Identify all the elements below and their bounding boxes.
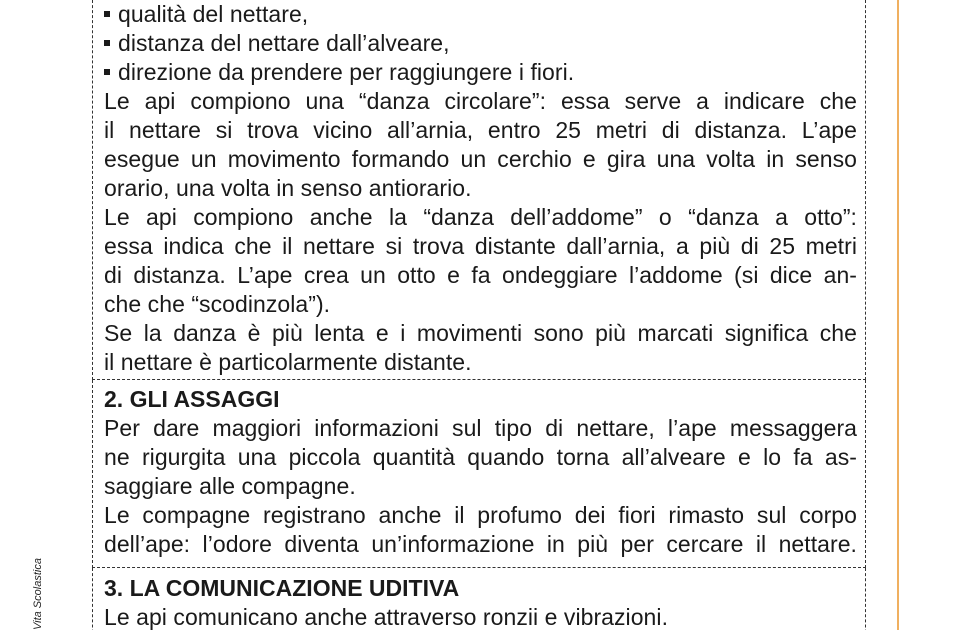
section-tastings-body: [104, 380, 857, 559]
text-line: ne rigurgita una piccola quantità quando torna all’alveare e lo fa as-: [104, 444, 857, 470]
text-line: Le api comunicano anche attraverso ronzii e vibrazioni.: [104, 604, 669, 630]
side-credit-text: Vita Scolastica: [32, 558, 44, 630]
text-line: il nettare si trova vicino all’arnia, entro 25 metri di distanza. L’ape: [104, 117, 857, 143]
text-line: Se la danza è più lenta e i movimenti sono più marcati significa che: [104, 320, 857, 346]
section-heading: 3. LA COMUNICAZIONE UDITIVA: [104, 575, 460, 601]
section-auditory-card: [92, 568, 866, 630]
text-line: saggiare alle compagne.: [104, 473, 356, 499]
bullet-item: [104, 29, 857, 58]
section-heading: 2. GLI ASSAGGI: [104, 386, 280, 412]
bullet-square-icon: [104, 11, 110, 17]
section-tastings-card: [92, 380, 866, 568]
text-line: essa indica che il nettare si trova distante dall’arnia, a più di 25 metri: [104, 233, 857, 259]
bullet-item: [104, 0, 857, 29]
text-line: orario, una volta in senso antiorario.: [104, 175, 472, 201]
margin-rule: [897, 0, 899, 630]
bullet-text: direzione da prendere per raggiungere i fiori.: [118, 59, 575, 85]
side-credit: [20, 545, 50, 630]
bullet-text: distanza del nettare dall’alveare,: [118, 30, 450, 56]
text-line: Per dare maggiori informazioni sul tipo di nettare, l’ape messaggera: [104, 415, 857, 441]
bullet-square-icon: [104, 69, 110, 75]
text-line: esegue un movimento formando un cerchio e gira una volta in senso: [104, 146, 857, 172]
text-line: Le compagne registrano anche il profumo dei fiori rimasto sul corpo: [104, 502, 857, 528]
text-line: che che “scodinzola”).: [104, 291, 331, 317]
bullet-text: qualità del nettare,: [118, 1, 309, 27]
text-line: Le api compiono una “danza circolare”: essa serve a indicare che: [104, 88, 857, 114]
bullet-item: [104, 58, 857, 87]
text-line: di distanza. L’ape crea un otto e fa ondeggiare l’addome (si dice an-: [104, 262, 857, 288]
bullet-square-icon: [104, 40, 110, 46]
section-auditory-body: [104, 568, 857, 630]
text-line: il nettare è particolarmente distante.: [104, 349, 472, 375]
section-dances-card: [92, 0, 866, 380]
text-line: dell’ape: l’odore diventa un’informazione in più per cercare il nettare.: [104, 531, 857, 557]
section-dances-body: [104, 0, 857, 377]
text-line: Le api compiono anche la “danza dell’addome” o “danza a otto”:: [104, 204, 857, 230]
